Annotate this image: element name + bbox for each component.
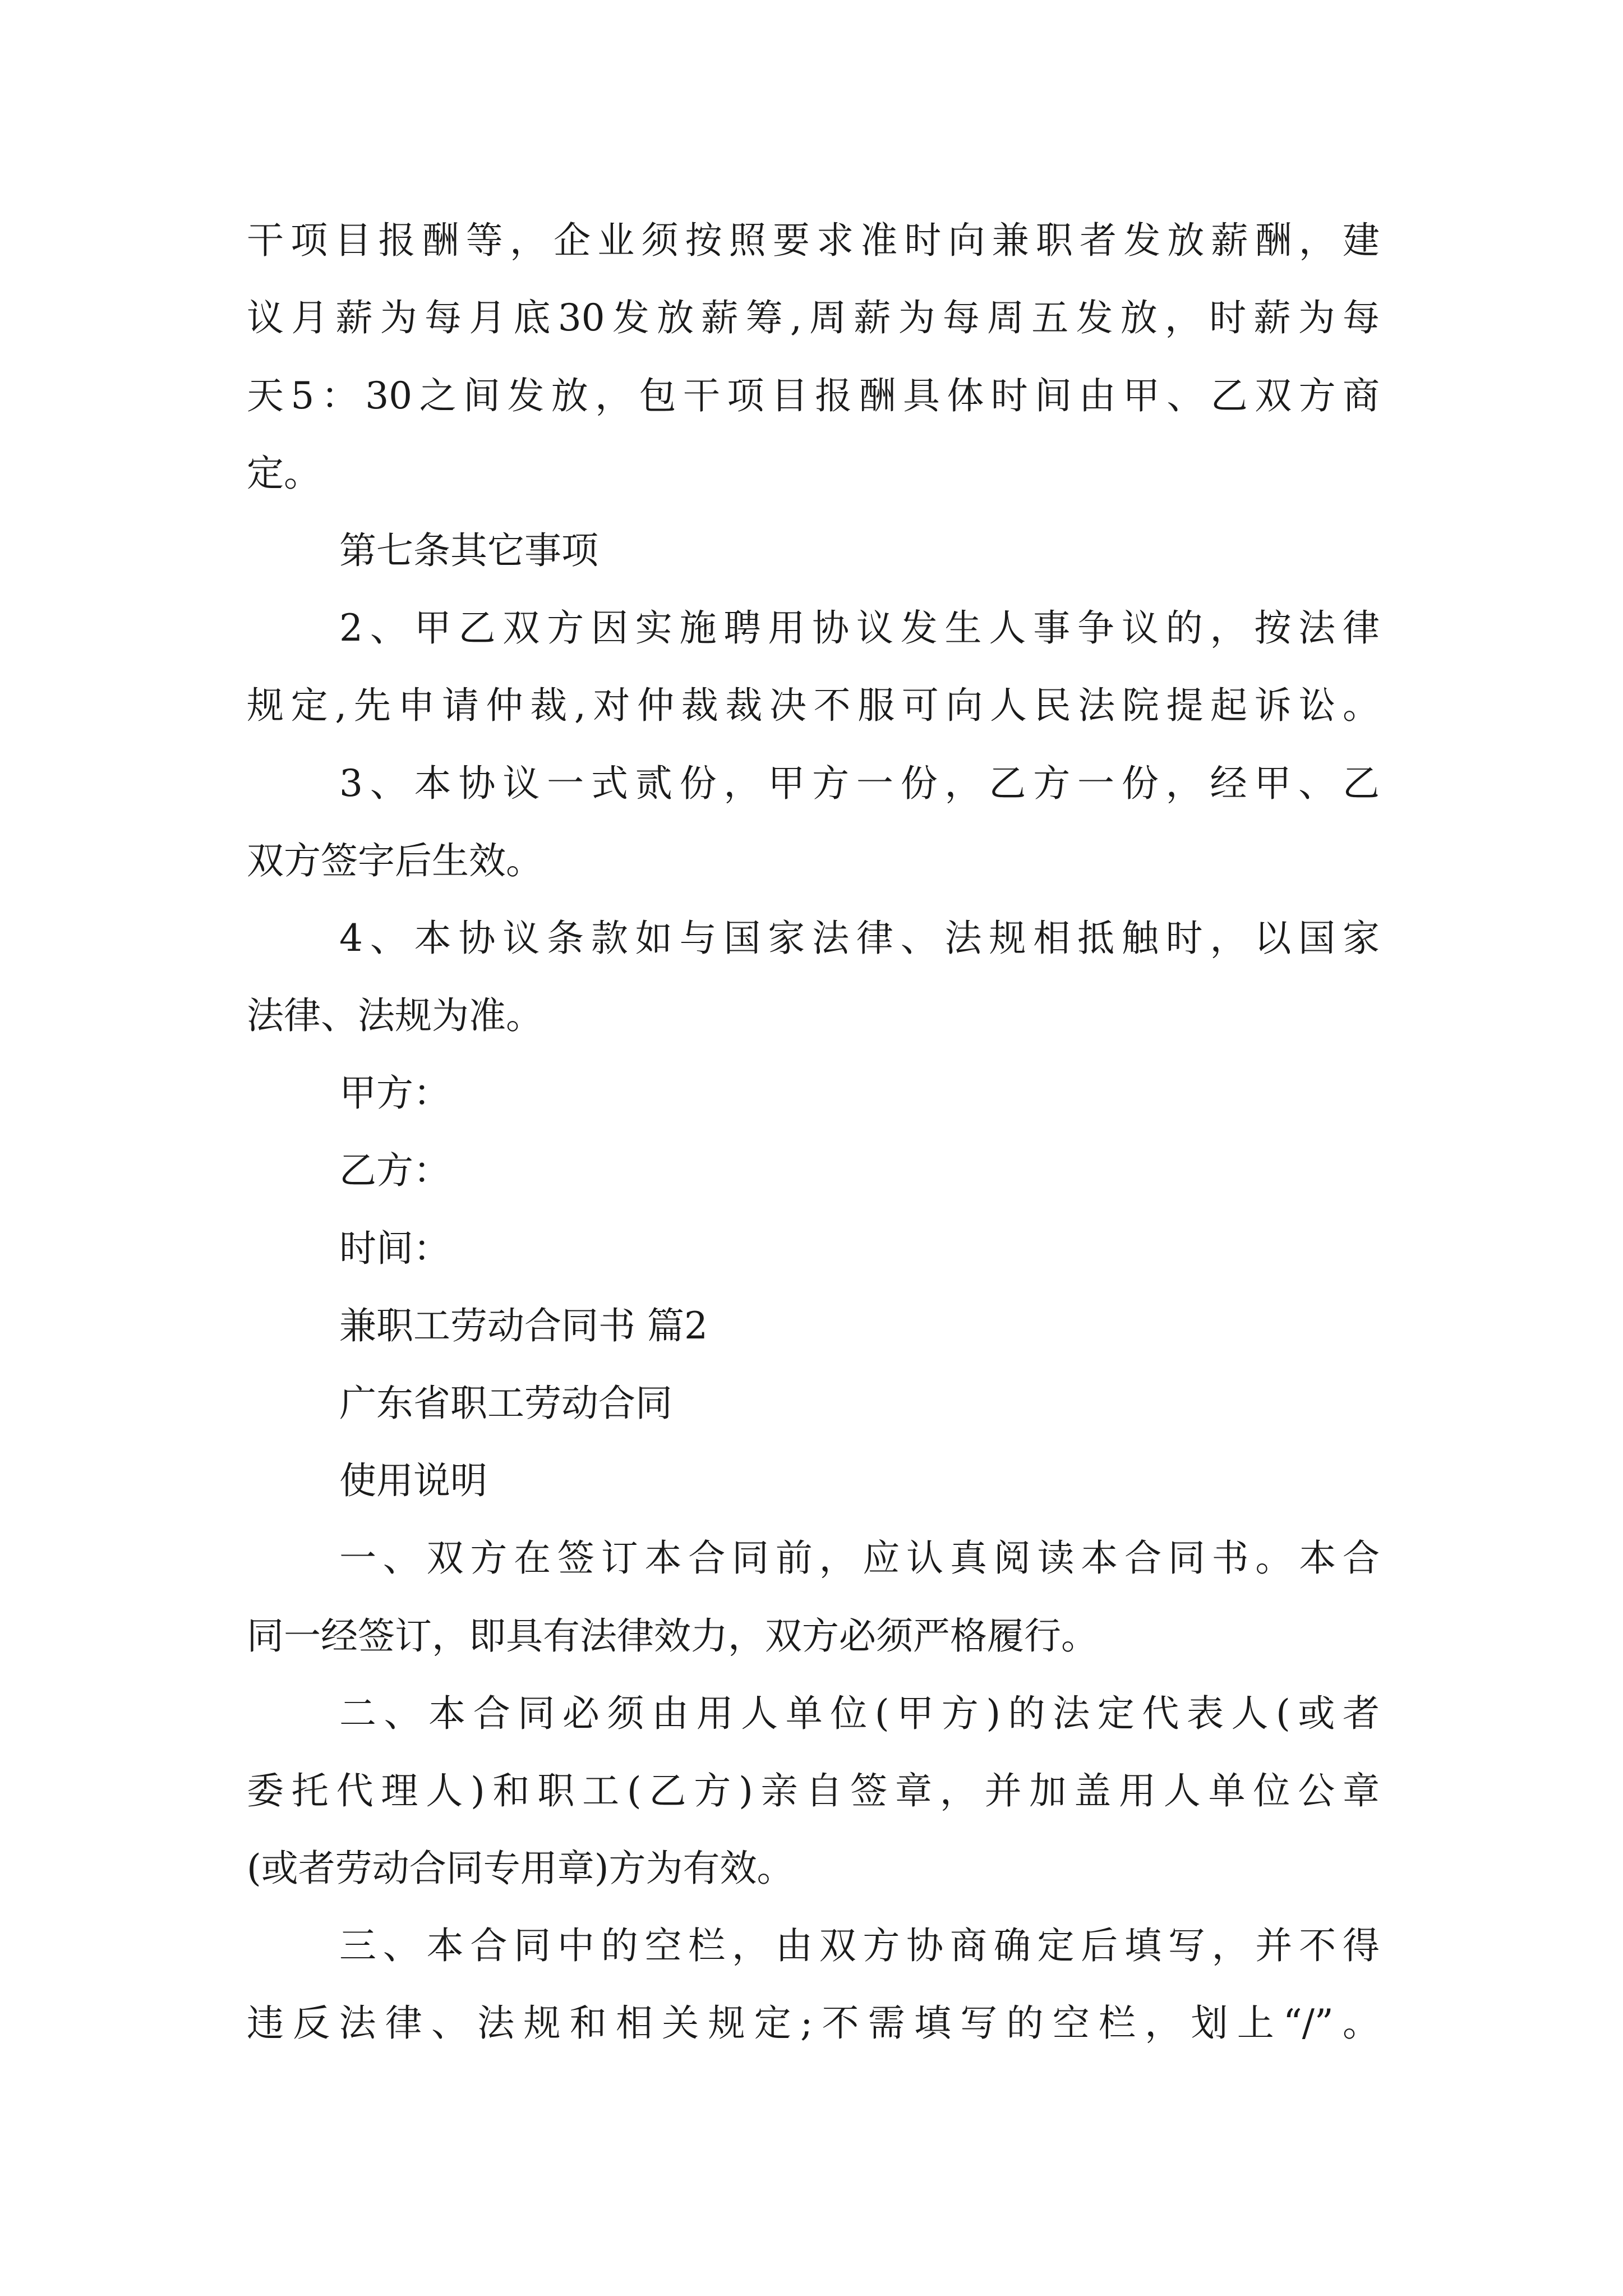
text-line: 干项目报酬等，企业须按照要求准时向兼职者发放薪酬，建 [247, 219, 1380, 262]
text-line: 法律、法规为准。 [247, 994, 543, 1037]
text-line: 二、本合同必须由用人单位(甲方)的法定代表人(或者 [339, 1692, 1380, 1735]
text-line: 一、双方在签订本合同前，应认真阅读本合同书。本合 [339, 1536, 1380, 1580]
text-line: (或者劳动合同专用章)方为有效。 [247, 1847, 794, 1890]
text-line: 委托代理人)和职工(乙方)亲自签章，并加盖用人单位公章 [247, 1769, 1380, 1812]
text-line: 3、本协议一式贰份，甲方一份，乙方一份，经甲、乙 [339, 762, 1380, 805]
text-line: 2、甲乙双方因实施聘用协议发生人事争议的，按法律 [339, 606, 1380, 650]
text-line: 规定,先申请仲裁,对仲裁裁决不服可向人民法院提起诉讼。 [247, 684, 1380, 727]
date-label: 时间： [339, 1227, 450, 1270]
text-line: 4、本协议条款如与国家法律、法规相抵触时，以国家 [339, 917, 1380, 960]
text-line: 定。 [247, 452, 321, 495]
usage-instructions-heading: 使用说明 [339, 1459, 487, 1502]
contract-subtitle: 广东省职工劳动合同 [339, 1382, 672, 1425]
text-line: 天5：30之间发放，包干项目报酬具体时间由甲、乙双方商 [247, 374, 1380, 417]
text-line: 三、本合同中的空栏，由双方协商确定后填写，并不得 [339, 1924, 1380, 1967]
text-line: 同一经签订，即具有法律效力，双方必须严格履行。 [247, 1614, 1098, 1658]
party-a-label: 甲方： [339, 1071, 450, 1115]
text-line: 议月薪为每月底30发放薪筹,周薪为每周五发放，时薪为每 [247, 296, 1380, 339]
text-line: 双方签字后生效。 [247, 839, 543, 882]
section-heading: 第七条其它事项 [339, 529, 598, 572]
text-line: 违反法律、法规和相关规定;不需填写的空栏，划上“/”。 [247, 2001, 1380, 2045]
party-b-label: 乙方： [339, 1149, 450, 1192]
contract-title: 兼职工劳动合同书 篇2 [339, 1304, 708, 1347]
